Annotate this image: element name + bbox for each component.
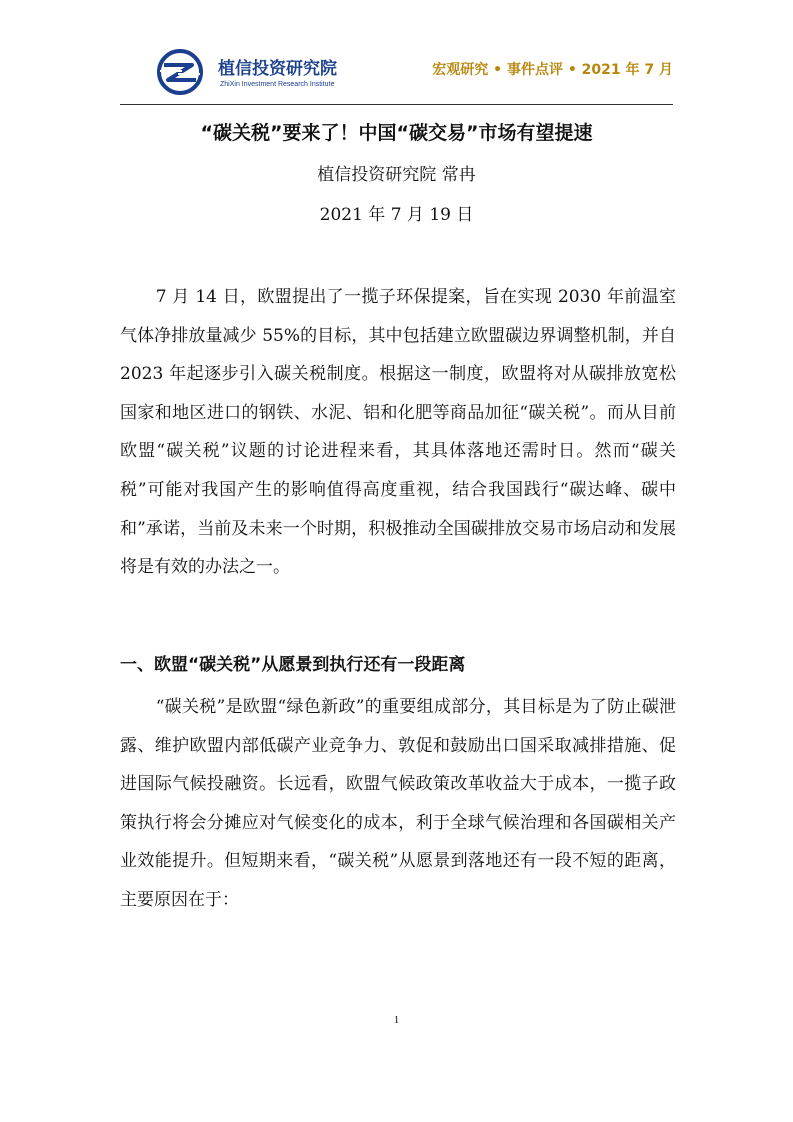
report-category: 宏观研究 • 事件点评 • 2021 年 7 月 (432, 62, 673, 78)
article-date: 2021 年 7 月 19 日 (319, 205, 474, 225)
zhixin-logo-icon (152, 48, 208, 96)
paragraph-intro: 7 月 14 日，欧盟提出了一揽子环保提案，旨在实现 2030 年前温室气体净排放量减少 55%的目标，其中包括建立欧盟碳边界调整机制，并自 2023 年起逐步引入碳关税制度。根据这一制度，欧盟将对从碳排放宽松国家和地区进口的钢铁、水泥、铝和化肥等商品加征“碳关税”。而从目前欧盟“碳关税”议题的讨论进程来看，其具体落地还需时日。然而“碳关税”可能对我国产生的影响值得高度重视，结合我国践行“碳达峰、碳中和”承诺，当前及未来一个时期，积极推动全国碳排放交易市场启动和发展将是有效的办法之一。 (120, 287, 676, 578)
page-header (120, 40, 673, 104)
article-title: “碳关税”要来了！中国“碳交易”市场有望提速 (200, 122, 593, 144)
paragraph-section-1: “碳关税”是欧盟“绿色新政”的重要组成部分，其目标是为了防止碳泄露、维护欧盟内部低碳产业竞争力、敦促和鼓励出口国采取减排措施、促进国际气候投融资。长远看，欧盟气候政策改革收益大于成本，一揽子政策执行将会分摊应对气候变化的成本，利于全球气候治理和各国碳相关产业效能提升。但短期来看，“碳关税”从愿景到落地还有一段不短的距离，主要原因在于： (120, 697, 676, 910)
logo-english-name: ZhiXin Investment Research Institute (220, 81, 335, 88)
section-heading: 一、欧盟“碳关税”从愿景到执行还有一段距离 (120, 655, 466, 675)
page-number: 1 (393, 1014, 400, 1026)
logo-chinese-name: 植信投资研究院 (218, 59, 337, 79)
header-divider (120, 104, 673, 105)
article-author: 植信投资研究院 常冉 (317, 165, 476, 185)
